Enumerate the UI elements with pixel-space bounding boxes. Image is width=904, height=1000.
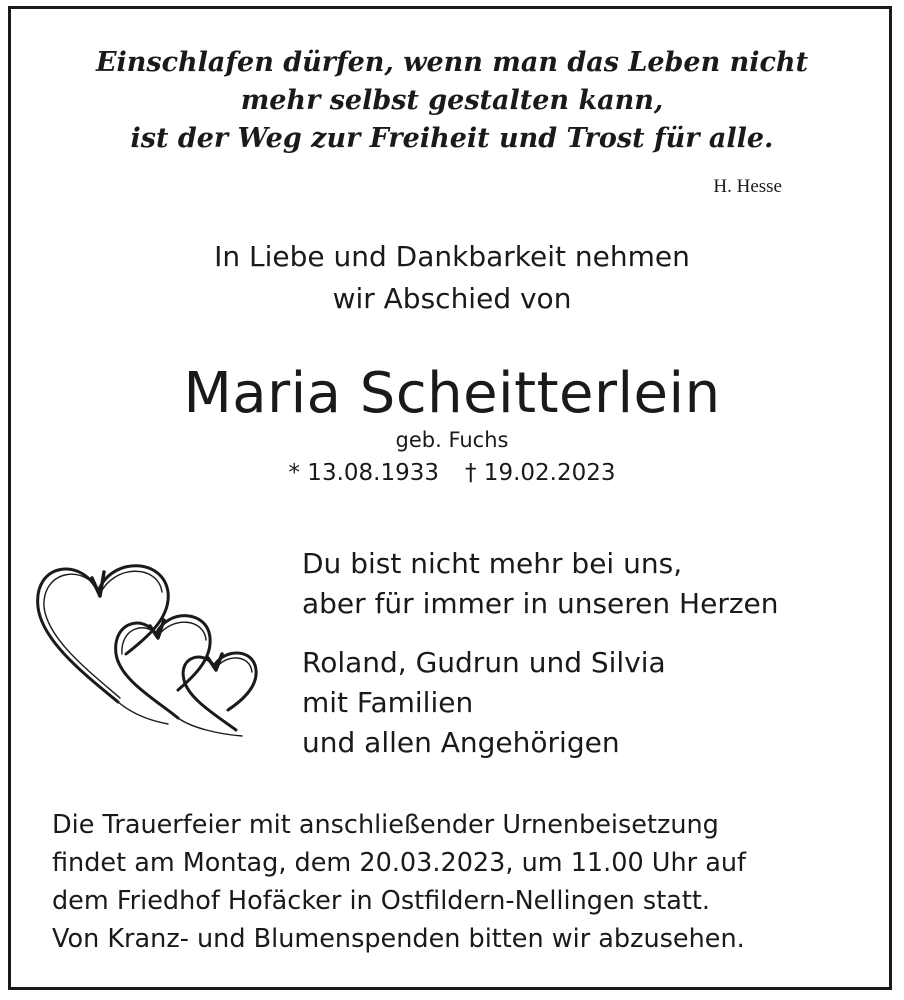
quote [0,44,904,158]
quote-line: Einschlafen dürfen, wenn man das Leben nicht [95,47,809,78]
birth-date: * 13.08.1933 [288,460,439,486]
life-dates [0,456,904,490]
signer-line: und allen Angehörigen [302,726,620,759]
funeral-line: dem Friedhof Hofäcker in Ostfildern-Nellingen statt. [52,886,710,916]
verse-line: aber für immer in unseren Herzen [302,587,779,620]
quote-line: mehr selbst gestalten kann, [240,85,664,116]
death-date: † 19.02.2023 [465,460,616,486]
signer-line: mit Familien [302,686,474,719]
verse-line: Du bist nicht mehr bei uns, [302,547,683,580]
intro-line: wir Abschied von [332,282,572,315]
quote-line: ist der Weg zur Freiheit und Trost für alle. [130,123,774,154]
three-hearts-icon [28,552,268,742]
signers [302,643,666,763]
funeral-line: Von Kranz- und Blumenspenden bitten wir abzusehen. [52,924,745,954]
funeral-line: findet am Montag, dem 20.03.2023, um 11.00 Uhr auf [52,848,746,878]
funeral-notice [52,806,746,958]
quote-author: H. Hesse [713,176,782,197]
deceased-name: Maria Scheitterlein [183,361,721,426]
funeral-line: Die Trauerfeier mit anschließender Urnenbeisetzung [52,810,719,840]
maiden-name: geb. Fuchs [395,428,509,452]
intro-text [0,236,904,320]
signer-line: Roland, Gudrun und Silvia [302,646,666,679]
intro-line: In Liebe und Dankbarkeit nehmen [214,240,690,273]
verse [302,544,779,624]
